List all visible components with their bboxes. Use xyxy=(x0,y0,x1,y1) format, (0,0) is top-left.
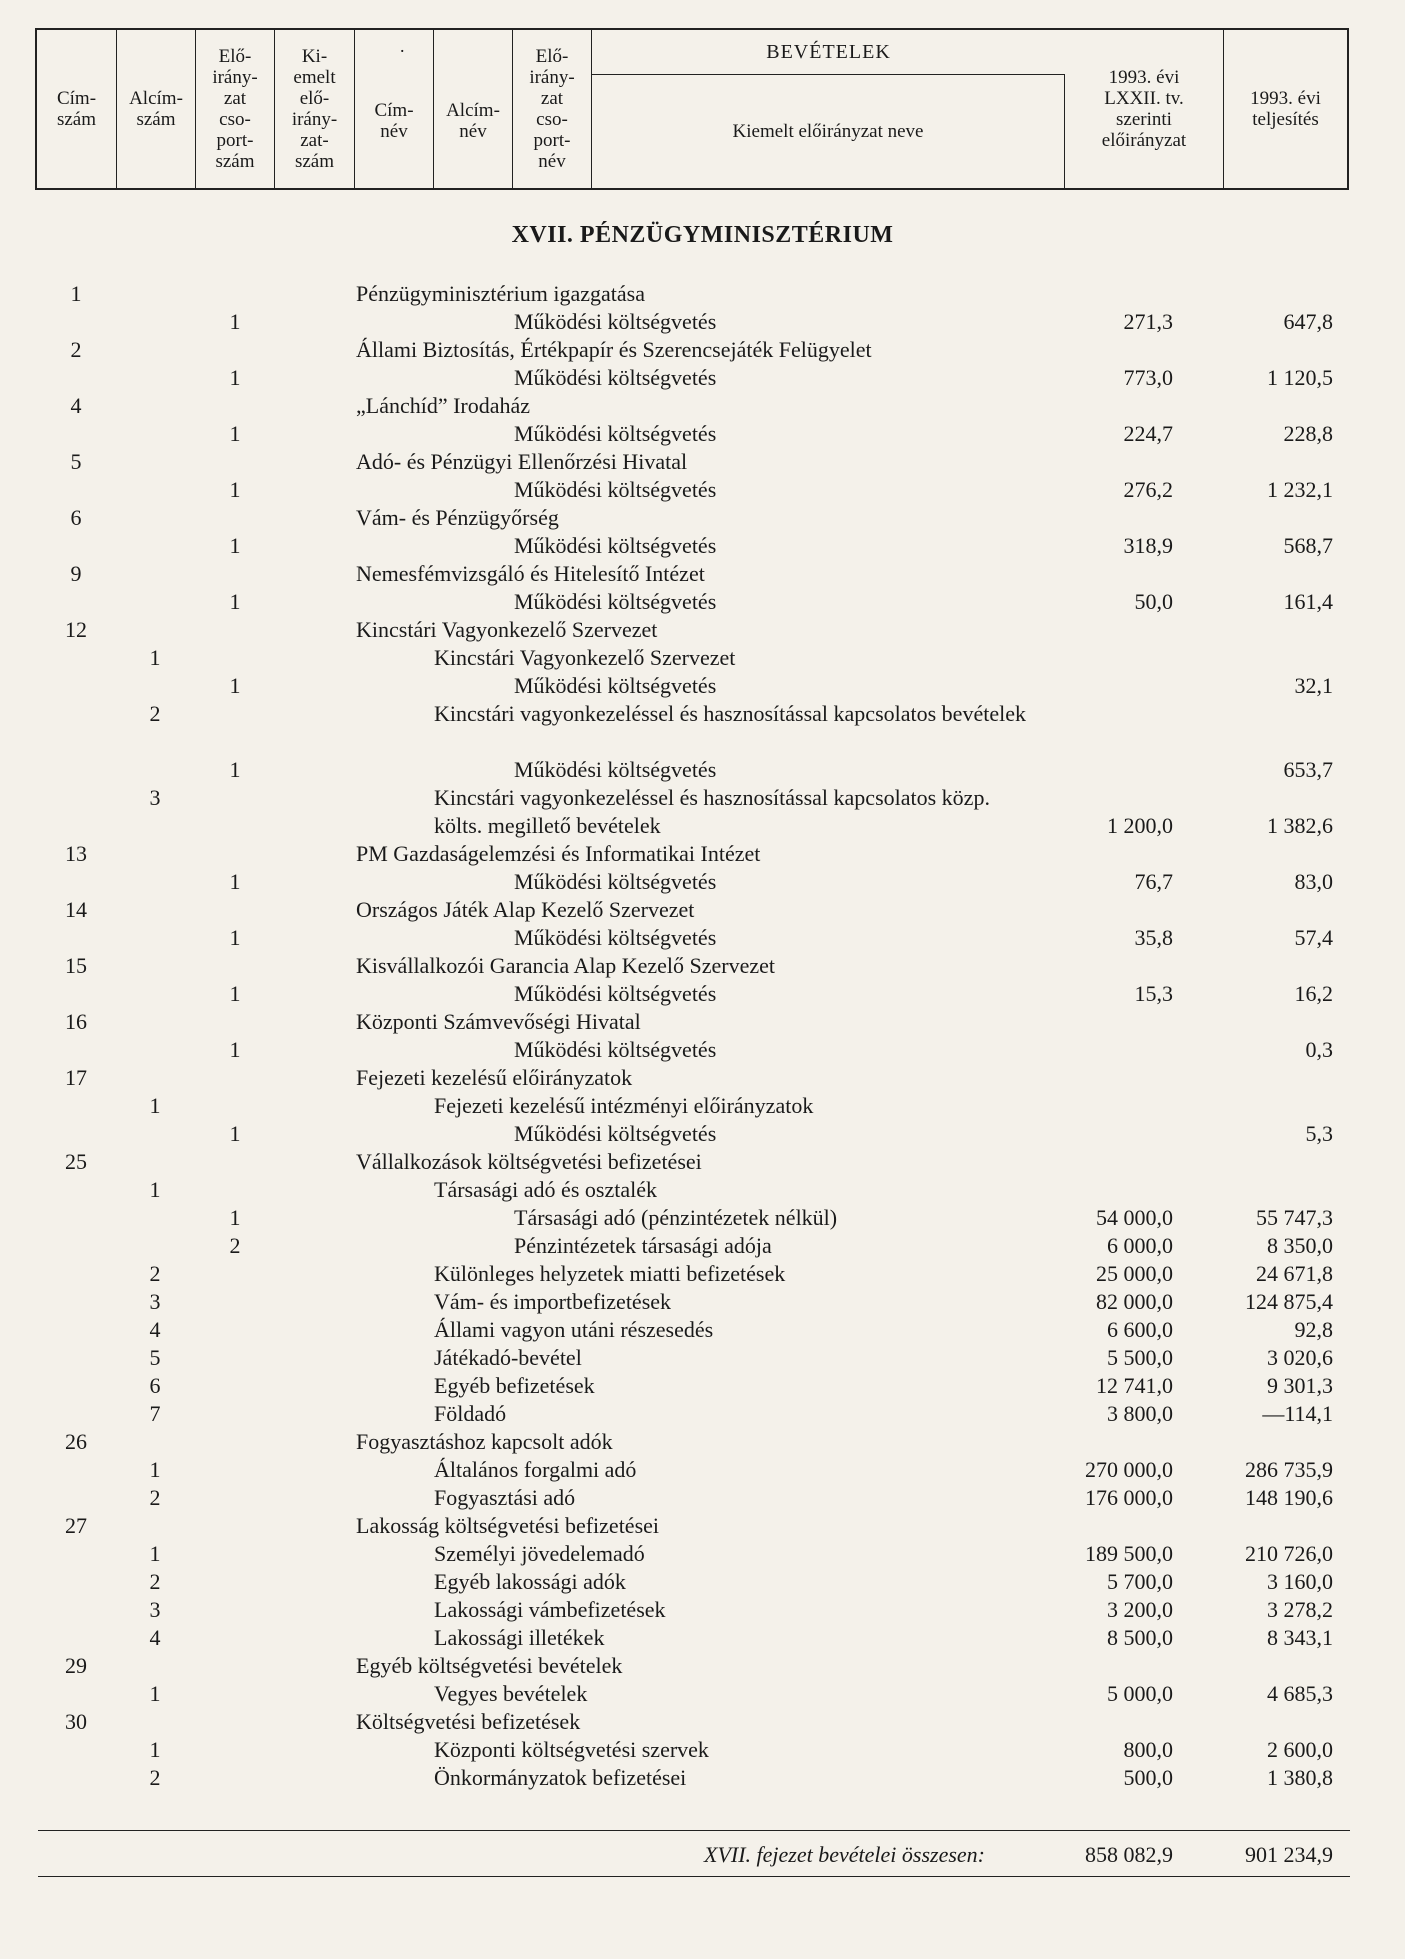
table-row xyxy=(0,1568,1405,1596)
item-name: Fogyasztási adó xyxy=(434,1485,576,1510)
header-dot: . xyxy=(400,36,405,56)
table-row xyxy=(0,924,1405,952)
value-lxxii: 318,9 xyxy=(1123,533,1173,558)
item-name: Működési költségvetés xyxy=(514,1037,717,1062)
eloiranyzat-csoport-szam: 1 xyxy=(229,533,241,558)
alcim-szam: 5 xyxy=(149,1345,161,1370)
value-teljesites: 148 190,6 xyxy=(1245,1485,1333,1510)
table-row xyxy=(0,1176,1405,1204)
item-name: Fejezeti kezelésű előirányzatok xyxy=(356,1065,633,1090)
table-row xyxy=(0,588,1405,616)
alcim-szam: 3 xyxy=(149,1597,161,1622)
table-row xyxy=(0,560,1405,588)
eloiranyzat-csoport-szam: 1 xyxy=(229,869,241,894)
value-lxxii: 271,3 xyxy=(1123,309,1173,334)
table-header xyxy=(35,28,1349,190)
table-row xyxy=(0,364,1405,392)
value-teljesites: 653,7 xyxy=(1283,757,1333,782)
table-row xyxy=(0,868,1405,896)
table-row xyxy=(0,840,1405,868)
cim-szam: 27 xyxy=(65,1513,87,1538)
header-cim-szam: Cím- szám xyxy=(37,30,117,188)
eloiranyzat-csoport-szam: 1 xyxy=(229,309,241,334)
item-name: Lakosság költségvetési befizetései xyxy=(356,1513,660,1538)
item-name: Működési költségvetés xyxy=(514,1121,717,1146)
item-name: Állami Biztosítás, Értékpapír és Szerencsejáték Felügyelet xyxy=(356,337,872,362)
item-name: Működési költségvetés xyxy=(514,365,717,390)
table-row xyxy=(0,952,1405,980)
chapter-title: XVII. PÉNZÜGYMINISZTÉRIUM xyxy=(511,222,894,248)
total-rule-top xyxy=(38,1830,1350,1831)
table-row xyxy=(0,504,1405,532)
total-teljesites: 901 234,9 xyxy=(1245,1842,1333,1867)
value-lxxii: 3 800,0 xyxy=(1107,1401,1173,1426)
table-row xyxy=(0,1008,1405,1036)
table-row xyxy=(0,644,1405,672)
table-row xyxy=(0,1484,1405,1512)
value-lxxii: 224,7 xyxy=(1123,421,1173,446)
value-teljesites: 32,1 xyxy=(1294,673,1333,698)
cim-szam: 2 xyxy=(70,337,82,362)
value-teljesites: 8 343,1 xyxy=(1267,1625,1333,1650)
cim-szam: 13 xyxy=(65,841,87,866)
value-teljesites: 3 278,2 xyxy=(1267,1597,1333,1622)
cim-szam: 5 xyxy=(70,449,82,474)
value-lxxii: 1 200,0 xyxy=(1107,813,1173,838)
table-row xyxy=(0,1232,1405,1260)
item-name: Kincstári vagyonkezeléssel és hasznosítással kapcsolatos bevételek xyxy=(434,701,1026,726)
table-row xyxy=(0,420,1405,448)
item-name: Működési költségvetés xyxy=(514,981,717,1006)
value-teljesites: 210 726,0 xyxy=(1245,1541,1333,1566)
table-row xyxy=(0,1372,1405,1400)
item-name: Társasági adó (pénzintézetek nélkül) xyxy=(514,1205,838,1230)
item-name: Állami vagyon utáni részesedés xyxy=(434,1317,714,1342)
value-lxxii: 35,8 xyxy=(1134,925,1173,950)
table-row xyxy=(0,700,1405,756)
item-name: Működési költségvetés xyxy=(514,673,717,698)
item-name: Személyi jövedelemadó xyxy=(434,1541,645,1566)
alcim-szam: 1 xyxy=(149,1177,161,1202)
cim-szam: 1 xyxy=(70,281,82,306)
value-teljesites: 1 380,8 xyxy=(1267,1765,1333,1790)
item-name: Működési költségvetés xyxy=(514,533,717,558)
value-teljesites: 55 747,3 xyxy=(1256,1205,1333,1230)
cim-szam: 16 xyxy=(65,1009,87,1034)
value-teljesites: 568,7 xyxy=(1283,533,1333,558)
value-lxxii: 176 000,0 xyxy=(1085,1485,1173,1510)
item-name: Pénzintézetek társasági adója xyxy=(514,1233,772,1258)
alcim-szam: 2 xyxy=(149,1569,161,1594)
value-teljesites: —114,1 xyxy=(1262,1401,1333,1426)
alcim-szam: 4 xyxy=(149,1317,161,1342)
item-name: Játékadó-bevétel xyxy=(434,1345,582,1370)
header-cim-nev: Cím- név xyxy=(355,30,434,188)
item-name: Kisvállalkozói Garancia Alap Kezelő Szervezet xyxy=(356,953,776,978)
header-eloiranyzat-csoport-szam: Elő- irány- zat cso- port- szám xyxy=(196,30,275,188)
value-lxxii: 800,0 xyxy=(1123,1737,1173,1762)
item-name: Kincstári Vagyonkezelő Szervezet xyxy=(434,645,736,670)
eloiranyzat-csoport-szam: 1 xyxy=(229,1037,241,1062)
item-name: PM Gazdaságelemzési és Informatikai Intézet xyxy=(356,841,761,866)
item-name: Pénzügyminisztérium igazgatása xyxy=(356,281,645,306)
value-lxxii: 189 500,0 xyxy=(1085,1541,1173,1566)
header-kiemelt-eloiranyzat-szam: Ki- emelt elő- irány- zat- szám xyxy=(275,30,355,188)
value-lxxii: 54 000,0 xyxy=(1096,1205,1173,1230)
table-row xyxy=(0,980,1405,1008)
table-row xyxy=(0,392,1405,420)
value-lxxii: 500,0 xyxy=(1123,1765,1173,1790)
table-row xyxy=(0,1260,1405,1288)
value-teljesites: 5,3 xyxy=(1305,1121,1333,1146)
alcim-szam: 1 xyxy=(149,1093,161,1118)
item-name: Költségvetési befizetések xyxy=(356,1709,581,1734)
item-name: Különleges helyzetek miatti befizetések xyxy=(434,1261,786,1286)
item-name: Működési költségvetés xyxy=(514,757,717,782)
table-row xyxy=(0,1624,1405,1652)
item-name: Lakossági illetékek xyxy=(434,1625,605,1650)
eloiranyzat-csoport-szam: 1 xyxy=(229,1121,241,1146)
item-name: Működési költségvetés xyxy=(514,309,717,334)
value-lxxii: 276,2 xyxy=(1123,477,1173,502)
value-teljesites: 24 671,8 xyxy=(1256,1261,1333,1286)
value-lxxii: 6 000,0 xyxy=(1107,1233,1173,1258)
item-name: Vegyes bevételek xyxy=(434,1681,588,1706)
value-teljesites: 92,8 xyxy=(1294,1317,1333,1342)
value-lxxii: 8 500,0 xyxy=(1107,1625,1173,1650)
alcim-szam: 1 xyxy=(149,1737,161,1762)
item-name: Működési költségvetés xyxy=(514,477,717,502)
item-name: „Lánchíd” Irodaház xyxy=(356,393,531,418)
item-name: Egyéb befizetések xyxy=(434,1373,595,1398)
value-teljesites: 286 735,9 xyxy=(1245,1457,1333,1482)
cim-szam: 6 xyxy=(70,505,82,530)
alcim-szam: 3 xyxy=(149,785,161,810)
value-lxxii: 82 000,0 xyxy=(1096,1289,1173,1314)
item-name: Központi Számvevőségi Hivatal xyxy=(356,1009,641,1034)
alcim-szam: 4 xyxy=(149,1625,161,1650)
cim-szam: 29 xyxy=(65,1653,87,1678)
table-row xyxy=(0,1120,1405,1148)
alcim-szam: 7 xyxy=(149,1401,161,1426)
value-teljesites: 161,4 xyxy=(1283,589,1333,614)
table-row xyxy=(0,1680,1405,1708)
value-lxxii: 5 700,0 xyxy=(1107,1569,1173,1594)
alcim-szam: 1 xyxy=(149,1541,161,1566)
cim-szam: 15 xyxy=(65,953,87,978)
table-row xyxy=(0,1652,1405,1680)
table-row xyxy=(0,1708,1405,1736)
value-lxxii: 76,7 xyxy=(1134,869,1173,894)
table-row xyxy=(0,1064,1405,1092)
value-teljesites: 2 600,0 xyxy=(1267,1737,1333,1762)
value-lxxii: 12 741,0 xyxy=(1096,1373,1173,1398)
item-name: Egyéb költségvetési bevételek xyxy=(356,1653,623,1678)
value-teljesites: 9 301,3 xyxy=(1267,1373,1333,1398)
table-row xyxy=(0,1512,1405,1540)
item-name: Kincstári Vagyonkezelő Szervezet xyxy=(356,617,658,642)
item-name: Vám- és importbefizetések xyxy=(434,1289,672,1314)
item-name: Földadó xyxy=(434,1401,507,1426)
table-row xyxy=(0,1428,1405,1456)
item-name: Fogyasztáshoz kapcsolt adók xyxy=(356,1429,613,1454)
eloiranyzat-csoport-szam: 2 xyxy=(229,1233,241,1258)
item-name: Működési költségvetés xyxy=(514,869,717,894)
item-name: Fejezeti kezelésű intézményi előirányzatok xyxy=(434,1093,814,1118)
item-name: Önkormányzatok befizetései xyxy=(434,1765,687,1790)
table-row xyxy=(0,280,1405,308)
table-row xyxy=(0,1456,1405,1484)
value-teljesites: 1 120,5 xyxy=(1267,365,1333,390)
total-lxxii: 858 082,9 xyxy=(1085,1842,1173,1867)
table-row xyxy=(0,1204,1405,1232)
item-name: Vám- és Pénzügyőrség xyxy=(356,505,559,530)
item-name: Lakossági vámbefizetések xyxy=(434,1597,666,1622)
header-eloiranyzat-csoport-nev: Elő- irány- zat cso- port- név xyxy=(513,30,592,188)
value-lxxii: 773,0 xyxy=(1123,365,1173,390)
table-row xyxy=(0,672,1405,700)
eloiranyzat-csoport-szam: 1 xyxy=(229,421,241,446)
value-lxxii: 5 500,0 xyxy=(1107,1345,1173,1370)
cim-szam: 30 xyxy=(65,1709,87,1734)
total-row xyxy=(0,1840,1405,1870)
alcim-szam: 2 xyxy=(149,701,161,726)
value-lxxii: 25 000,0 xyxy=(1096,1261,1173,1286)
eloiranyzat-csoport-szam: 1 xyxy=(229,1205,241,1230)
alcim-szam: 3 xyxy=(149,1289,161,1314)
table-row xyxy=(0,336,1405,364)
cim-szam: 4 xyxy=(70,393,82,418)
alcim-szam: 2 xyxy=(149,1261,161,1286)
table-row xyxy=(0,616,1405,644)
value-teljesites: 16,2 xyxy=(1294,981,1333,1006)
cim-szam: 12 xyxy=(65,617,87,642)
table-row xyxy=(0,448,1405,476)
table-row xyxy=(0,1092,1405,1120)
cim-szam: 17 xyxy=(65,1065,87,1090)
alcim-szam: 2 xyxy=(149,1765,161,1790)
value-teljesites: 8 350,0 xyxy=(1267,1233,1333,1258)
table-row xyxy=(0,1036,1405,1064)
table-row xyxy=(0,1344,1405,1372)
item-name: Működési költségvetés xyxy=(514,421,717,446)
item-name: Működési költségvetés xyxy=(514,925,717,950)
cim-szam: 14 xyxy=(65,897,87,922)
table-row xyxy=(0,1316,1405,1344)
eloiranyzat-csoport-szam: 1 xyxy=(229,757,241,782)
item-name: Nemesfémvizsgáló és Hitelesítő Intézet xyxy=(356,561,705,586)
alcim-szam: 2 xyxy=(149,1485,161,1510)
eloiranyzat-csoport-szam: 1 xyxy=(229,981,241,1006)
value-teljesites: 83,0 xyxy=(1294,869,1333,894)
item-name: Társasági adó és osztalék xyxy=(434,1177,657,1202)
item-name: Kincstári vagyonkezeléssel és hasznosítással kapcsolatos közp. költs. megillető bevételek xyxy=(434,785,990,838)
table-row xyxy=(0,1148,1405,1176)
item-name: Központi költségvetési szervek xyxy=(434,1737,709,1762)
header-kiemelt-eloiranyzat-neve: Kiemelt előirányzat neve xyxy=(592,75,1065,188)
eloiranyzat-csoport-szam: 1 xyxy=(229,589,241,614)
value-teljesites: 647,8 xyxy=(1283,309,1333,334)
header-lxxii: 1993. évi LXXII. tv. szerinti előirányzat xyxy=(1065,30,1224,188)
item-name: Működési költségvetés xyxy=(514,589,717,614)
value-teljesites: 57,4 xyxy=(1294,925,1333,950)
eloiranyzat-csoport-szam: 1 xyxy=(229,477,241,502)
alcim-szam: 1 xyxy=(149,645,161,670)
alcim-szam: 1 xyxy=(149,1681,161,1706)
item-name: Országos Játék Alap Kezelő Szervezet xyxy=(356,897,695,922)
value-teljesites: 4 685,3 xyxy=(1267,1681,1333,1706)
item-name: Általános forgalmi adó xyxy=(434,1457,637,1482)
total-label: XVII. fejezet bevételei összesen: xyxy=(704,1842,985,1867)
eloiranyzat-csoport-szam: 1 xyxy=(229,673,241,698)
value-lxxii: 5 000,0 xyxy=(1107,1681,1173,1706)
table-row xyxy=(0,1596,1405,1624)
value-lxxii: 270 000,0 xyxy=(1085,1457,1173,1482)
total-rule-bottom xyxy=(38,1876,1350,1877)
value-lxxii: 6 600,0 xyxy=(1107,1317,1173,1342)
value-lxxii: 15,3 xyxy=(1134,981,1173,1006)
table-row xyxy=(0,756,1405,784)
value-teljesites: 1 232,1 xyxy=(1267,477,1333,502)
table-row xyxy=(0,308,1405,336)
table-row xyxy=(0,476,1405,504)
value-teljesites: 3 020,6 xyxy=(1267,1345,1333,1370)
eloiranyzat-csoport-szam: 1 xyxy=(229,925,241,950)
table-row xyxy=(0,1400,1405,1428)
header-bevetelek: BEVÉTELEK xyxy=(592,30,1065,75)
value-lxxii: 3 200,0 xyxy=(1107,1597,1173,1622)
value-lxxii: 50,0 xyxy=(1134,589,1173,614)
value-teljesites: 0,3 xyxy=(1305,1037,1333,1062)
header-alcim-szam: Alcím- szám xyxy=(117,30,196,188)
cim-szam: 25 xyxy=(65,1149,87,1174)
cim-szam: 26 xyxy=(65,1429,87,1454)
item-name: Vállalkozások költségvetési befizetései xyxy=(356,1149,702,1174)
header-teljesites: 1993. évi teljesítés xyxy=(1250,88,1321,130)
item-name: Adó- és Pénzügyi Ellenőrzési Hivatal xyxy=(356,449,688,474)
value-teljesites: 228,8 xyxy=(1283,421,1333,446)
table-row xyxy=(0,896,1405,924)
table-row xyxy=(0,1764,1405,1792)
table-row xyxy=(0,1736,1405,1764)
item-name: Egyéb lakossági adók xyxy=(434,1569,626,1594)
cim-szam: 9 xyxy=(70,561,82,586)
value-teljesites: 124 875,4 xyxy=(1245,1289,1333,1314)
header-alcim-nev: Alcím- név xyxy=(434,30,513,188)
value-teljesites: 3 160,0 xyxy=(1267,1569,1333,1594)
alcim-szam: 6 xyxy=(149,1373,161,1398)
table-row xyxy=(0,532,1405,560)
eloiranyzat-csoport-szam: 1 xyxy=(229,365,241,390)
value-teljesites: 1 382,6 xyxy=(1267,813,1333,838)
alcim-szam: 1 xyxy=(149,1457,161,1482)
table-row xyxy=(0,784,1405,840)
table-row xyxy=(0,1540,1405,1568)
table-row xyxy=(0,1288,1405,1316)
